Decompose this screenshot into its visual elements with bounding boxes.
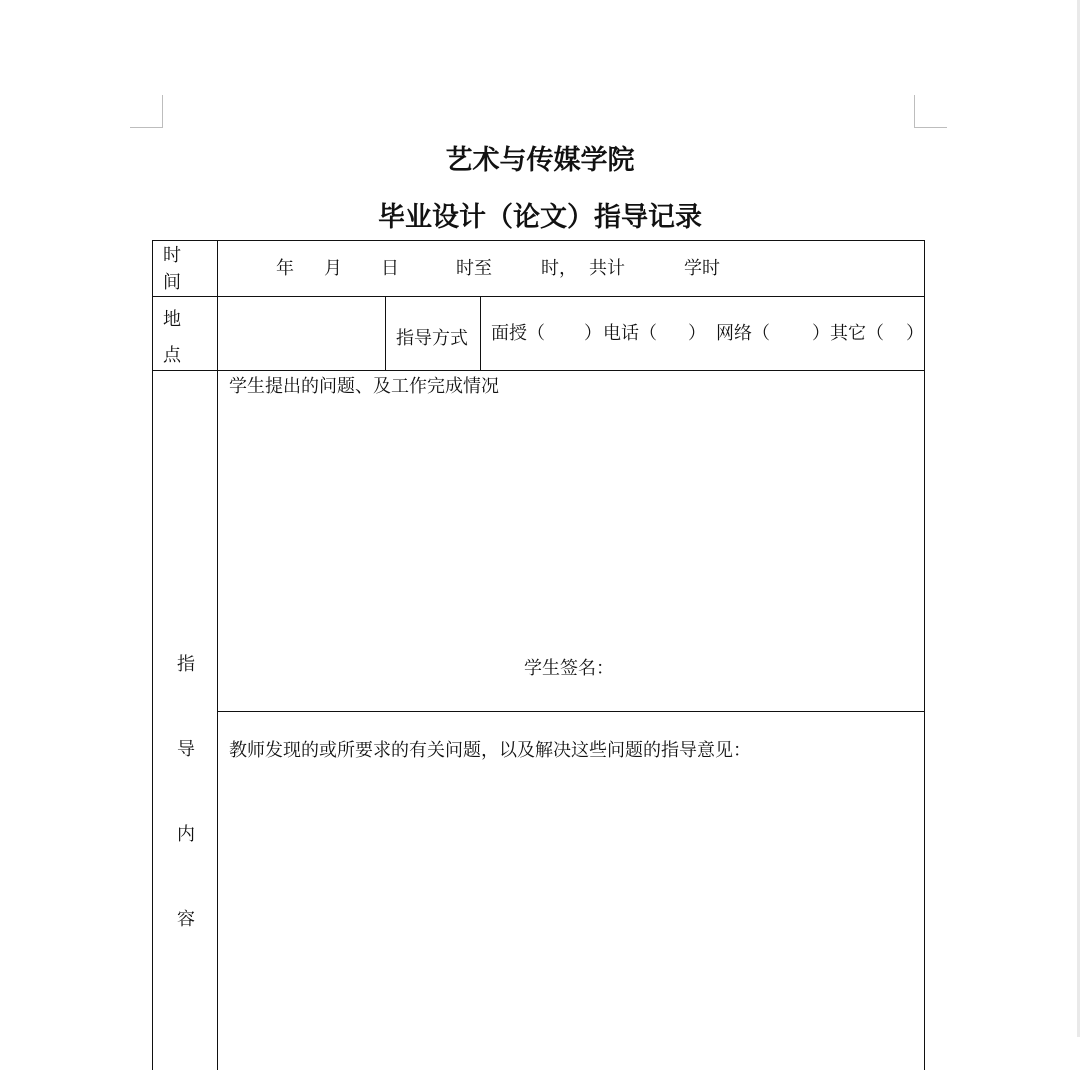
table-divider-place-a [385,296,386,371]
table-border-right [924,240,925,1070]
guidance-content-label-char4: 容 [177,909,195,930]
time-label-char2: 间 [163,272,181,293]
option-network: 网络（ [716,323,770,344]
table-border-left [152,240,153,1070]
teacher-section-title: 教师发现的或所要求的有关问题，以及解决这些问题的指导意见： [229,740,751,761]
table-row-divider-2 [152,370,925,371]
time-label-char1: 时 [163,245,181,266]
table-divider-place-b [480,296,481,371]
option-other: 其它（ [830,323,884,344]
table-border-top [152,240,925,241]
table-row-divider-1 [152,296,925,297]
guidance-content-label-char2: 导 [177,739,195,760]
document-title-line1: 艺术与传媒学院 [445,145,635,176]
option-other-close: ） [906,323,924,344]
student-section-title: 学生提出的问题、及工作完成情况 [229,376,499,397]
time-hour-to-label: 时至 [456,258,492,279]
table-divider-label-column [217,240,218,1070]
option-face-to-face: 面授（ [491,323,545,344]
option-face-to-face-close: ） [584,323,602,344]
guidance-record-table [152,240,925,1070]
time-year-label: 年 [276,258,294,279]
student-signature-label: 学生签名： [524,658,614,679]
time-month-label: 月 [324,258,342,279]
guidance-content-label-char1: 指 [177,654,195,675]
time-hour-label: 时， [541,258,577,279]
guidance-method-label: 指导方式 [396,328,468,349]
option-phone: 电话（ [603,323,657,344]
margin-corner-top-right [914,95,947,128]
place-label-char2: 点 [163,345,181,366]
table-row-divider-3 [217,711,925,712]
time-total-label: 共计 [589,258,625,279]
margin-corner-top-left [130,95,163,128]
place-label-char1: 地 [163,309,181,330]
guidance-content-label-char3: 内 [177,824,195,845]
option-phone-close: ） [688,323,706,344]
time-class-hours-label: 学时 [684,258,720,279]
time-day-label: 日 [381,258,399,279]
document-title-line2: 毕业设计（论文）指导记录 [378,202,702,233]
option-network-close: ） [812,323,830,344]
